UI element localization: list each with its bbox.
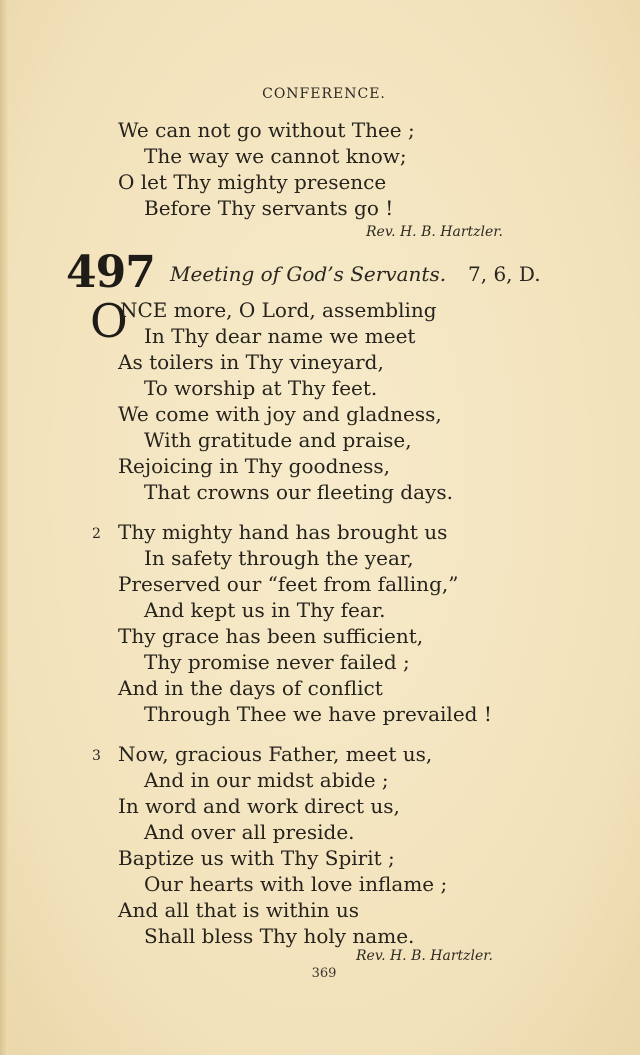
stanza3-line: And over all preside. bbox=[144, 820, 355, 844]
stanza-number: 2 bbox=[92, 526, 101, 542]
stanza2-line: And kept us in Thy fear. bbox=[144, 598, 386, 622]
stanza3-line: And in our midst abide ; bbox=[144, 768, 389, 792]
stanza1-line: That crowns our fleeting days. bbox=[144, 480, 453, 504]
prev-hymn-line: We can not go without Thee ; bbox=[118, 118, 415, 142]
prev-hymn-line: Before Thy servants go ! bbox=[144, 196, 394, 220]
stanza2-line: Preserved our “feet from falling,” bbox=[118, 572, 459, 596]
stanza3-line: And all that is within us bbox=[118, 898, 360, 922]
hymn-meter: 7, 6, D. bbox=[468, 262, 541, 286]
stanza1-line: In Thy dear name we meet bbox=[144, 324, 416, 348]
stanza3-line: Baptize us with Thy Spirit ; bbox=[118, 846, 395, 870]
page-number: 369 bbox=[311, 966, 337, 981]
stanza1-line: To worship at Thy feet. bbox=[144, 376, 378, 400]
stanza1-line: Rejoicing in Thy goodness, bbox=[118, 454, 390, 478]
stanza2-line: And in the days of conflict bbox=[118, 676, 383, 700]
stanza2-line: Thy grace has been sufficient, bbox=[118, 624, 424, 648]
prev-hymn-line: O let Thy mighty presence bbox=[118, 170, 387, 194]
stanza1-first-line: NCE more, O Lord, assembling bbox=[120, 298, 437, 322]
stanza1-line: With gratitude and praise, bbox=[144, 428, 412, 452]
stanza1-line: As toilers in Thy vineyard, bbox=[118, 350, 384, 374]
stanza2-line: In safety through the year, bbox=[144, 546, 414, 570]
hymn-title: Meeting of God’s Servants. bbox=[170, 262, 447, 286]
hymn-credit: Rev. H. B. Hartzler. bbox=[356, 948, 493, 964]
stanza3-line: In word and work direct us, bbox=[118, 794, 400, 818]
section-header: CONFERENCE. bbox=[262, 86, 386, 102]
stanza2-line: Thy mighty hand has brought us bbox=[118, 520, 448, 544]
hymn-number: 497 bbox=[66, 247, 155, 298]
stanza2-line: Thy promise never failed ; bbox=[144, 650, 410, 674]
page-edge bbox=[0, 0, 8, 1055]
stanza3-line: Shall bless Thy holy name. bbox=[144, 924, 415, 948]
prev-hymn-credit: Rev. H. B. Hartzler. bbox=[366, 224, 503, 240]
drop-cap: O bbox=[90, 294, 128, 348]
stanza3-line: Now, gracious Father, meet us, bbox=[118, 742, 433, 766]
stanza-number: 3 bbox=[92, 748, 101, 764]
stanza2-line: Through Thee we have prevailed ! bbox=[144, 702, 492, 726]
stanza1-line: We come with joy and gladness, bbox=[118, 402, 442, 426]
prev-hymn-line: The way we cannot know; bbox=[144, 144, 407, 168]
stanza3-line: Our hearts with love inflame ; bbox=[144, 872, 448, 896]
